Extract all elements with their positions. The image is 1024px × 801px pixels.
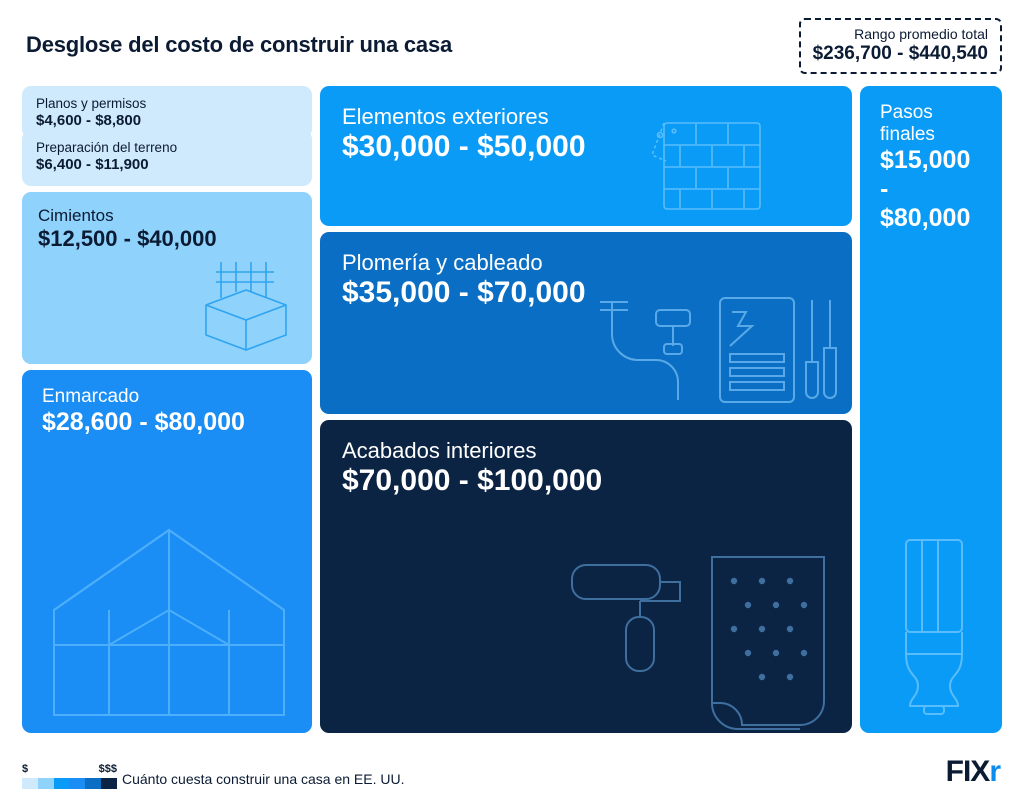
tile-value: $12,500 - $40,000 [38, 225, 217, 251]
tile-elementos-exteriores[interactable] [320, 86, 852, 226]
tile-value: $70,000 - $100,000 [342, 463, 603, 497]
legend-gradient-bar [22, 778, 117, 789]
tile-label: Preparación del terreno [36, 140, 178, 155]
tile-pasos-finales[interactable] [860, 86, 1002, 733]
tile-cimientos[interactable] [22, 192, 312, 364]
tile-label: Pasos finales [880, 102, 935, 146]
tile-acabados-interiores[interactable] [320, 420, 852, 733]
legend-swatch-6 [101, 778, 117, 789]
cost-legend [22, 763, 117, 789]
tile-preparacion-del-terreno[interactable] [22, 130, 312, 186]
legend-low-label: $ [22, 763, 29, 775]
tile-value: $30,000 - $50,000 [342, 129, 586, 163]
tile-label: Acabados interiores [342, 438, 537, 463]
tile-label: Plomería y cableado [342, 250, 543, 275]
legend-labels [22, 763, 117, 775]
logo-accent-text: r [989, 755, 1000, 788]
total-range-value: $236,700 - $440,540 [812, 43, 988, 64]
legend-swatch-5 [85, 778, 101, 789]
fixr-logo[interactable] [946, 755, 1000, 789]
tile-value: $4,600 - $8,800 [36, 111, 142, 129]
total-range-label: Rango promedio total [854, 26, 988, 42]
logo-text: FIX [945, 755, 990, 788]
legend-swatch-2 [38, 778, 54, 789]
footer-caption: Cuánto cuesta construir una casa en EE. UU. [122, 771, 405, 787]
paint-brush-icon [882, 534, 992, 719]
page-title: Desglose del costo de construir una casa [26, 32, 453, 57]
tile-label: Elementos exteriores [342, 104, 549, 129]
tile-value: $15,000 - $80,000 [880, 146, 971, 233]
tile-label: Planos y permisos [36, 96, 147, 111]
legend-swatch-1 [22, 778, 38, 789]
legend-swatch-3 [54, 778, 70, 789]
legend-swatch-4 [69, 778, 85, 789]
tile-value: $35,000 - $70,000 [342, 275, 586, 309]
tile-plomeria-y-cableado[interactable] [320, 232, 852, 414]
paint-roller-icon [562, 543, 842, 733]
tile-enmarcado[interactable] [22, 370, 312, 733]
tile-value: $6,400 - $11,900 [36, 155, 149, 173]
tile-value: $28,600 - $80,000 [42, 408, 245, 437]
tile-label: Enmarcado [42, 386, 140, 407]
legend-high-label: $$$ [98, 763, 117, 775]
foundation-icon [186, 250, 306, 360]
total-range-box [799, 18, 1002, 74]
house-frame-icon [44, 515, 294, 725]
tile-label: Cimientos [38, 206, 114, 225]
